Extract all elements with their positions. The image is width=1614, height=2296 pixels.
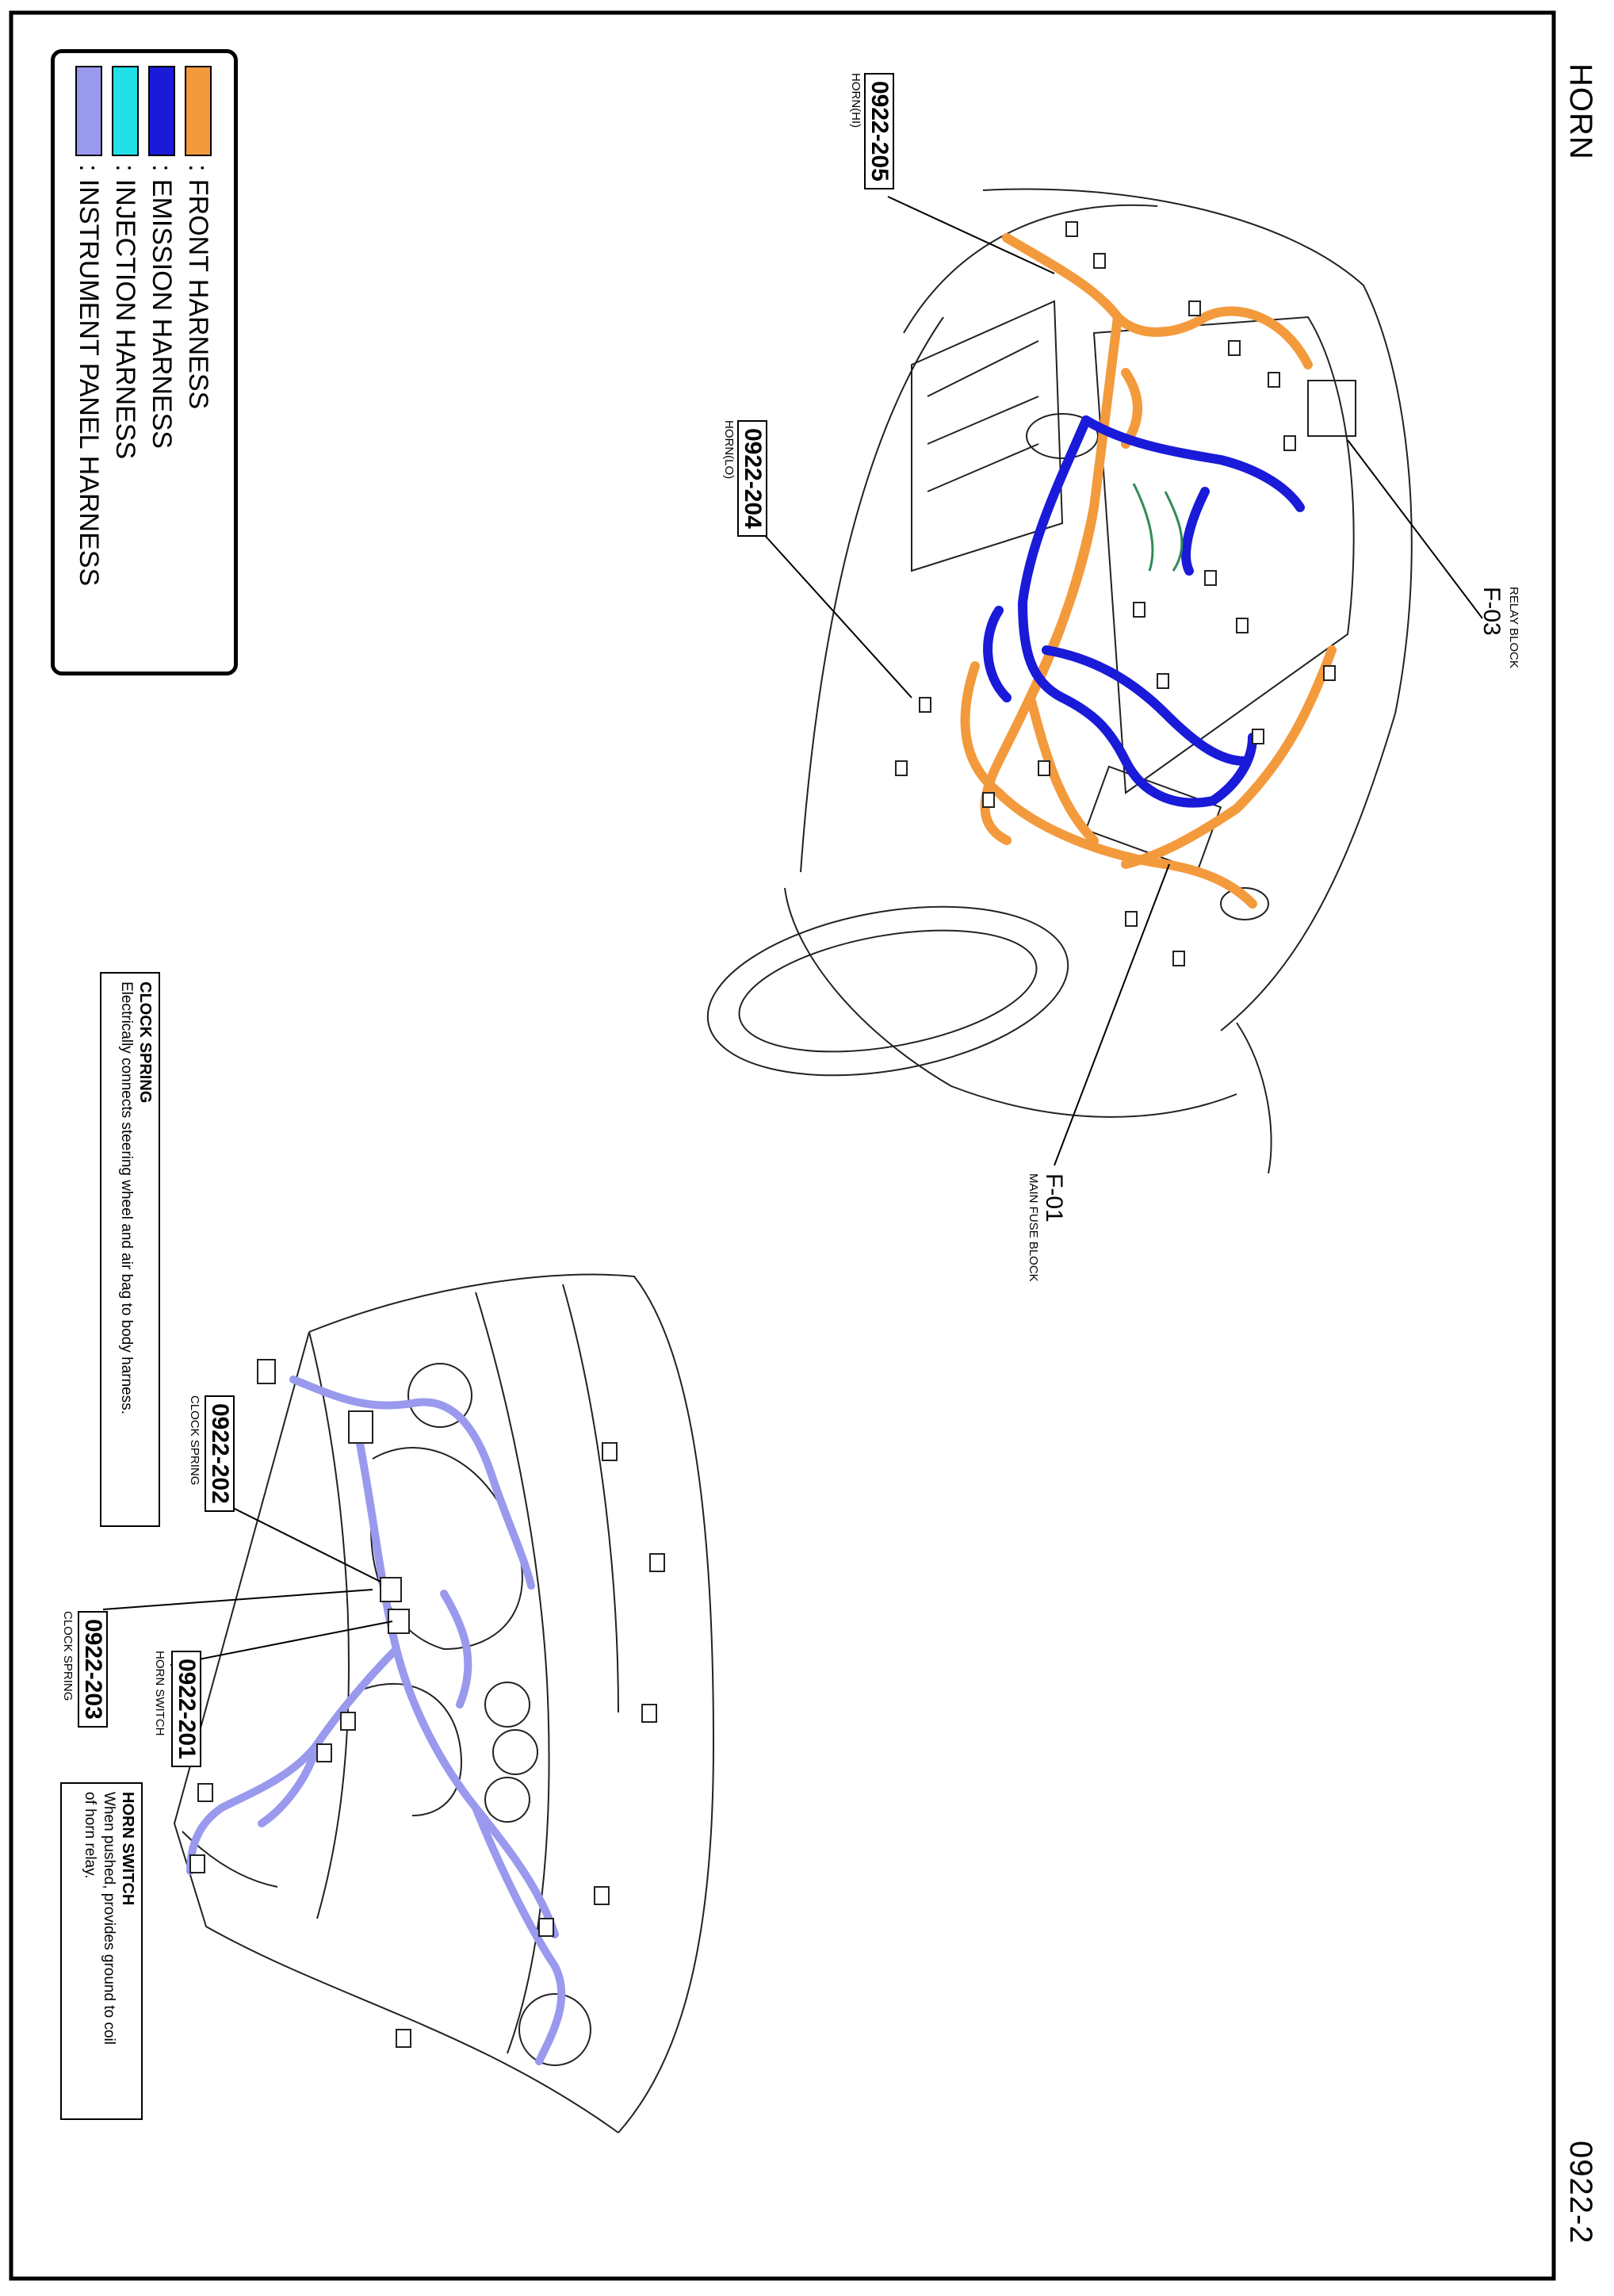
legend-swatch-emission bbox=[148, 66, 175, 156]
horn-switch-note-line1: When pushed, provides ground to coil bbox=[101, 1792, 117, 2045]
legend-swatch-instrument bbox=[75, 66, 102, 156]
connector-0922-201-id: 0922-201 bbox=[171, 1651, 201, 1767]
page-number: 0922-2 bbox=[1563, 2141, 1598, 2244]
main-fuse-block-id: F-01 bbox=[1041, 1173, 1067, 1223]
harness-legend bbox=[51, 49, 238, 675]
legend-label-emission: : EMISSION HARNESS bbox=[147, 164, 177, 449]
connector-0922-202-id: 0922-202 bbox=[205, 1395, 235, 1512]
connector-0922-203-id: 0922-203 bbox=[78, 1611, 108, 1728]
injection-harness-wiring bbox=[1134, 484, 1182, 571]
relay-block-id: F-03 bbox=[1478, 587, 1505, 636]
legend-swatch-front bbox=[185, 66, 212, 156]
horn-switch-note-line2: of horn relay. bbox=[82, 1792, 98, 1879]
legend-label-injection: : INJECTION HARNESS bbox=[110, 164, 140, 460]
connector-0922-205-desc: HORN(HI) bbox=[849, 73, 862, 128]
horn-switch-note-title: HORN SWITCH bbox=[119, 1792, 136, 1906]
clock-spring-note-body: Electrically connects steering wheel and air bag to body harness. bbox=[118, 982, 135, 1415]
page-title: HORN bbox=[1563, 63, 1598, 160]
engine-bay-drawing bbox=[694, 189, 1412, 1174]
legend-swatch-injection bbox=[112, 66, 139, 156]
page-frame bbox=[11, 13, 1554, 2279]
main-fuse-block-desc: MAIN FUSE BLOCK bbox=[1027, 1173, 1040, 1282]
clock-spring-note-title: CLOCK SPRING bbox=[136, 982, 154, 1104]
instrument-harness-wiring bbox=[190, 1380, 561, 2061]
front-harness-wiring bbox=[966, 238, 1332, 904]
relay-block-desc: RELAY BLOCK bbox=[1507, 587, 1520, 668]
connector-0922-204-desc: HORN(LO) bbox=[722, 420, 736, 480]
clock-spring-note bbox=[100, 972, 160, 1527]
legend-label-front: : FRONT HARNESS bbox=[183, 164, 213, 410]
horn-switch-note bbox=[60, 1782, 143, 2120]
connector-0922-205-id: 0922-205 bbox=[864, 73, 894, 189]
connector-0922-202-desc: CLOCK SPRING bbox=[188, 1395, 201, 1486]
instrument-panel-connectors bbox=[190, 1360, 664, 2047]
connector-0922-204-id: 0922-204 bbox=[737, 420, 767, 537]
connector-0922-203-desc: CLOCK SPRING bbox=[61, 1611, 75, 1701]
connector-0922-201-desc: HORN SWITCH bbox=[153, 1651, 166, 1736]
legend-label-instrument: : INSTRUMENT PANEL HARNESS bbox=[74, 164, 104, 587]
